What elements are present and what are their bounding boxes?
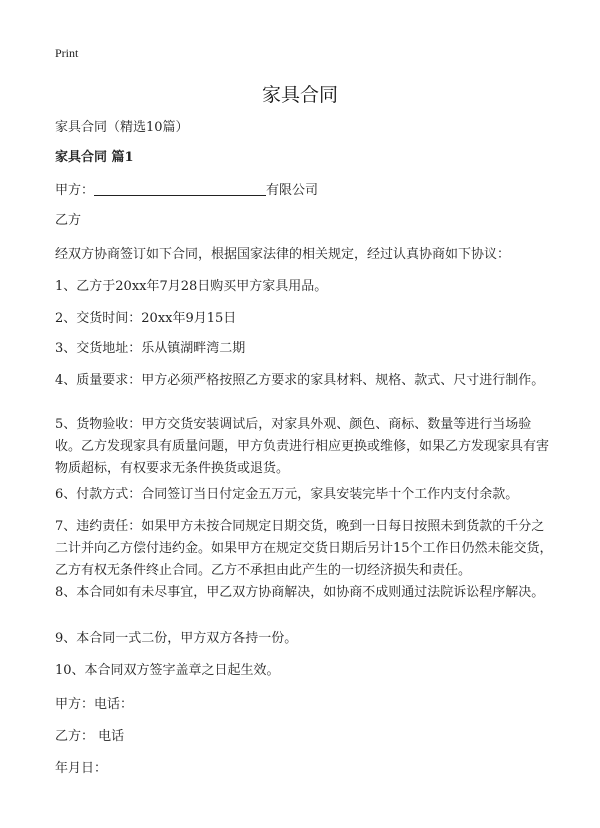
clause-10: 10、本合同双方签字盖章之日起生效。: [55, 663, 280, 678]
clause-2: 2、交货时间：20xx年9月15日: [55, 311, 237, 326]
clause-4: 4、质量要求：甲方必须严格按照乙方要求的家具材料、规格、款式、尺寸进行制作。: [55, 373, 545, 388]
party-a-suffix: 有限公司: [266, 183, 319, 198]
clause-1: 1、乙方于20xx年7月28日购买甲方家具用品。: [55, 279, 328, 294]
party-b-line: 乙方: [55, 213, 82, 228]
document-subtitle: 家具合同（精选10篇）: [55, 120, 189, 135]
clause-6: 6、付款方式：合同签订当日付定金五万元，家具安装完毕十个工作内支付余款。: [55, 487, 519, 502]
party-a-line: [55, 180, 555, 202]
clause-9: 9、本合同一式二份，甲方双方各持一份。: [55, 631, 298, 646]
sign-date: 年月日：: [55, 761, 108, 776]
clause-3: 3、交货地址：乐从镇湖畔湾二期: [55, 341, 246, 356]
clause-7: 7、违约责任：如果甲方未按合同规定日期交货，晚到一日每日按照未到货款的千分之二计并向乙方偿付违约金。如果甲方在规定交货日期后另计15个工作日仍然未能交货，乙方有权无条件终止合同。乙方不承担由此产生的一切经济损失和责任。: [55, 519, 553, 578]
party-a-blank: [94, 181, 266, 196]
party-a-prefix: 甲方：: [55, 183, 95, 198]
section-title: 家具合同 篇1: [55, 150, 134, 165]
document-title: 家具合同: [261, 84, 338, 106]
sign-party-b: 乙方： 电话: [55, 729, 125, 744]
sign-party-a: 甲方：电话：: [55, 697, 134, 712]
intro-paragraph: 经双方协商签订如下合同，根据国家法律的相关规定，经过认真协商如下协议：: [55, 247, 511, 262]
clause-5: 5、货物验收：甲方交货安装调试后，对家具外观、颜色、商标、数量等进行当场验收。乙方发现家具有质量问题，甲方负责进行相应更换或维修，如果乙方发现家具有害物质超标，有权要求无条件换货或退货。: [55, 417, 550, 476]
print-label[interactable]: Print: [55, 46, 79, 60]
clause-8: 8、本合同如有未尽事宜，甲乙双方协商解决，如协商不成则通过法院诉讼程序解决。: [55, 585, 545, 600]
